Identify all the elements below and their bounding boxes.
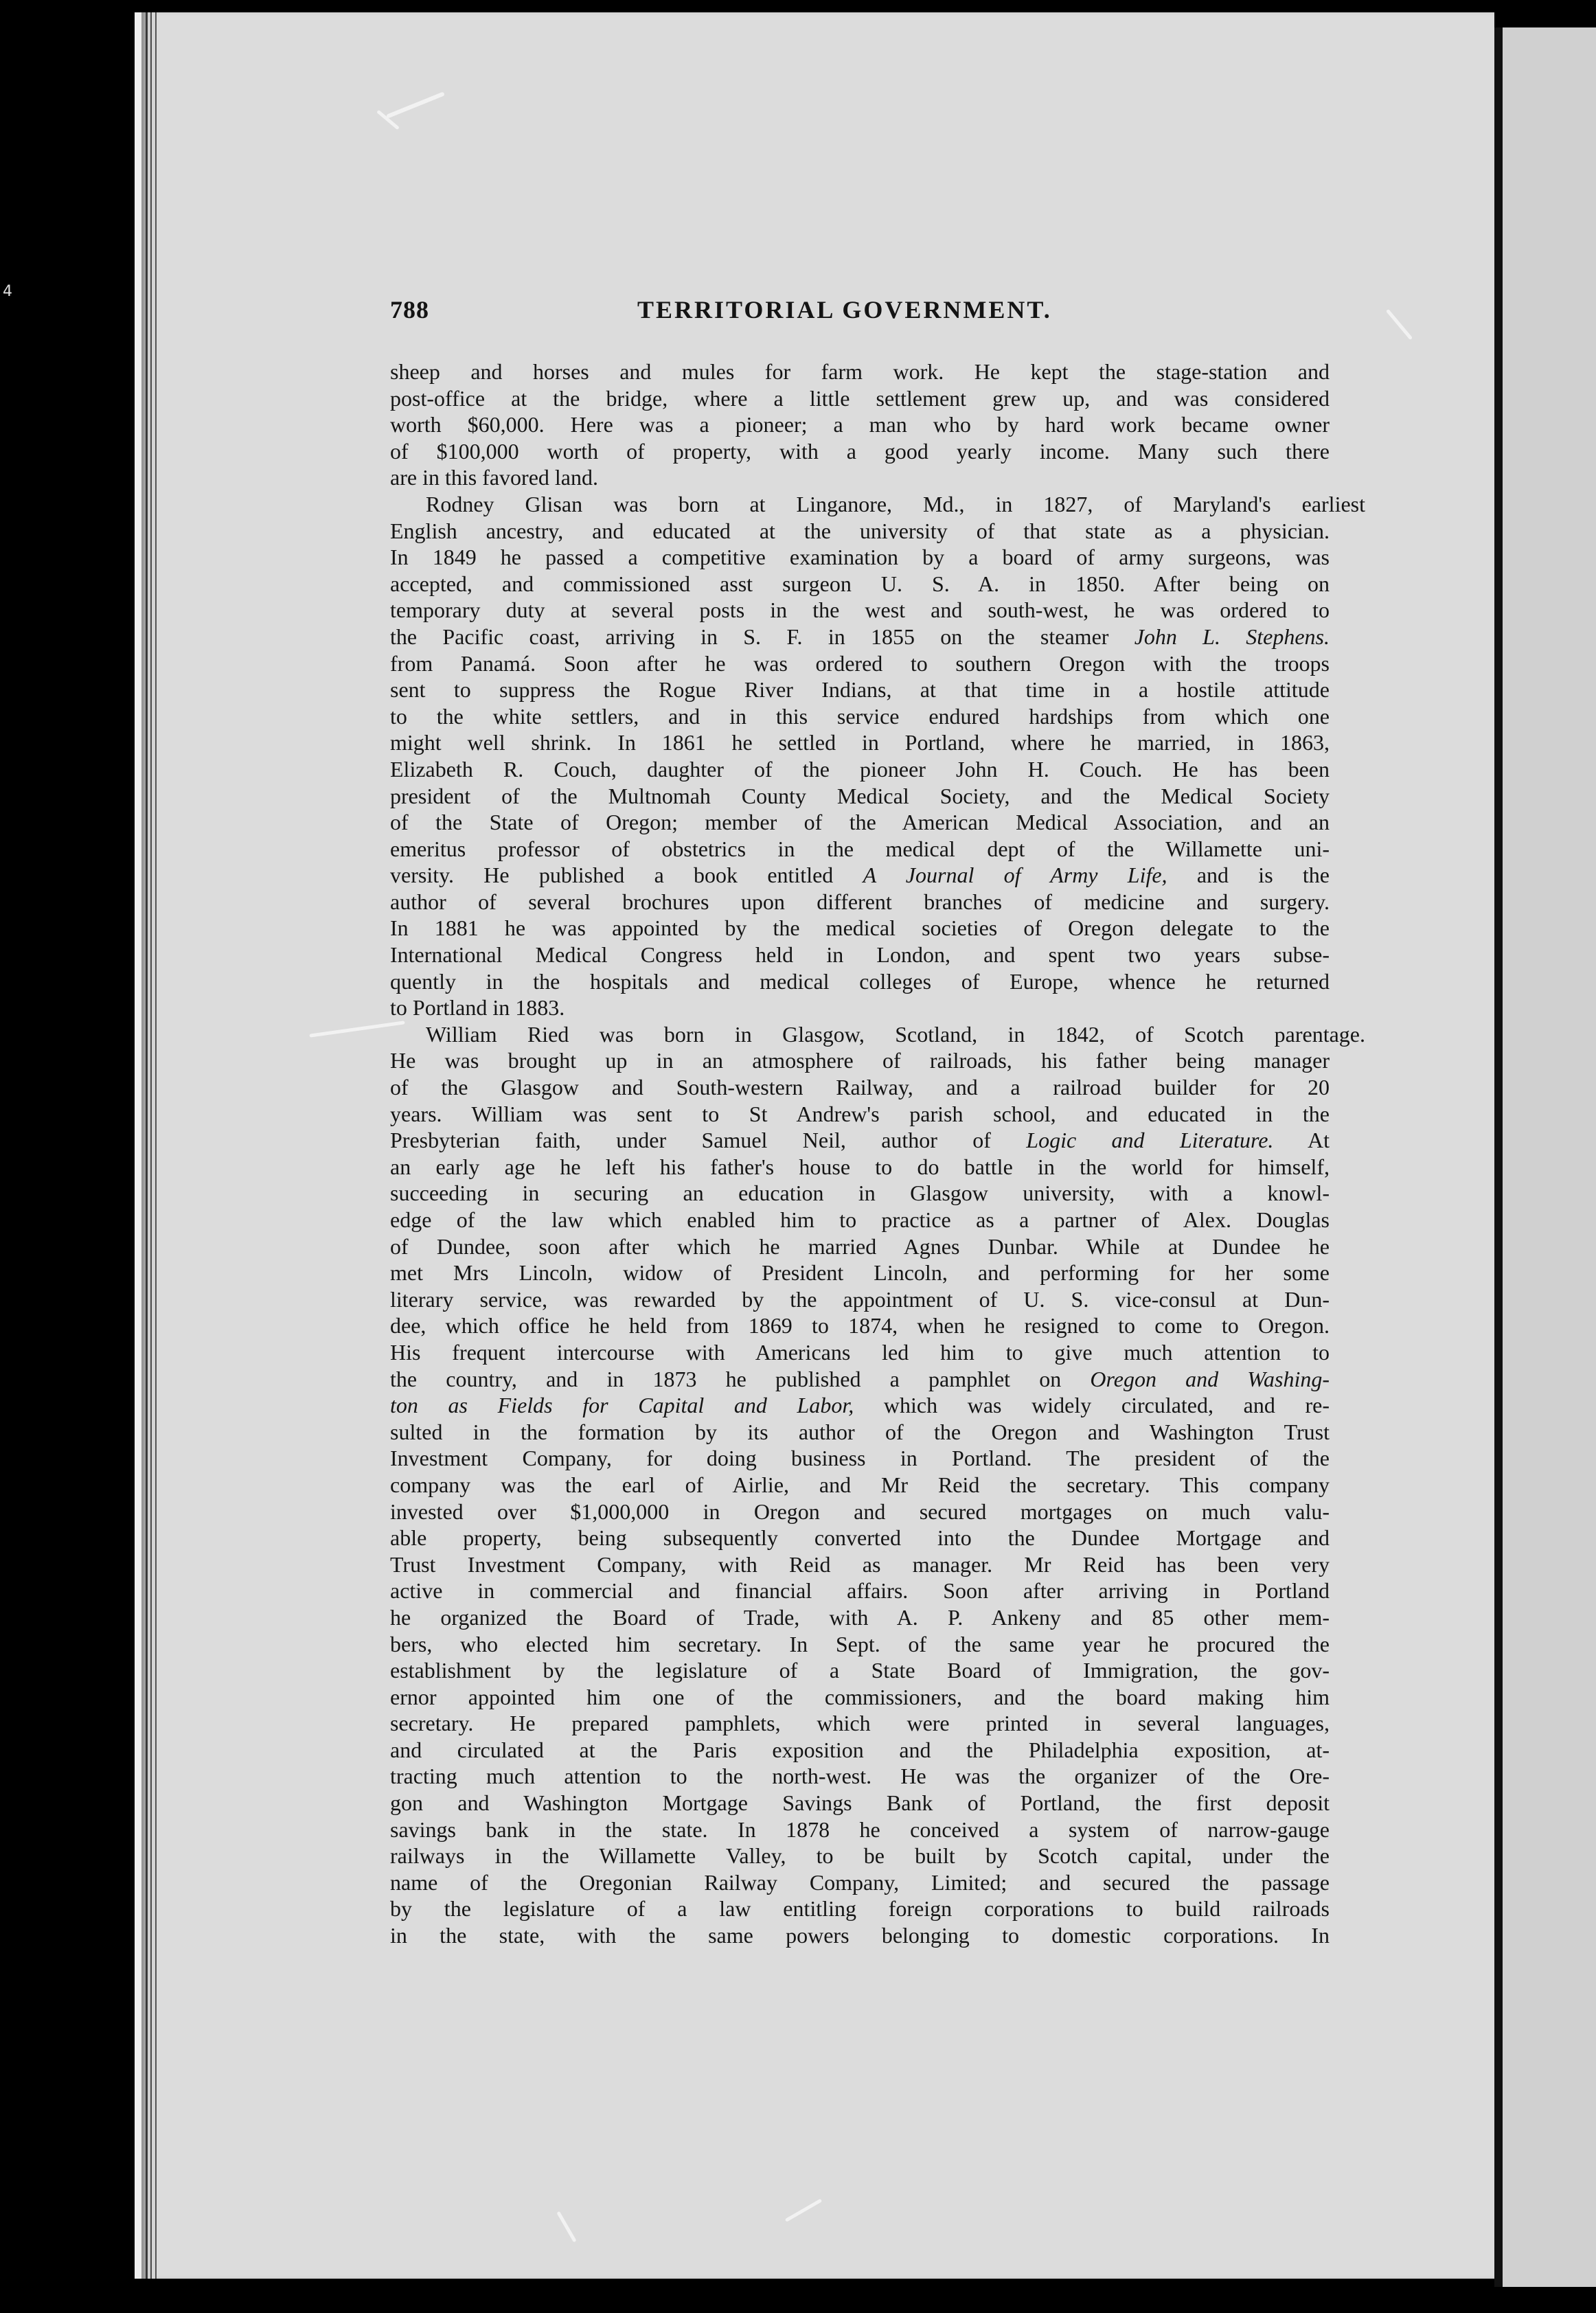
text-line: the Pacific coast, arriving in S. F. in 1855 on the steamer John L. Stephens. <box>390 624 1330 649</box>
text-line: the country, and in 1873 he published a pamphlet on Oregon and Washing- <box>390 1366 1330 1391</box>
text-line: in the state, with the same powers belonging to domestic corporations. In <box>390 1923 1330 1948</box>
text-line: gon and Washington Mortgage Savings Bank of Portland, the first deposit <box>390 1790 1330 1816</box>
text-line: president of the Multnomah County Medical Society, and the Medical Society <box>390 783 1330 808</box>
text-line: an early age he left his father's house to do battle in the world for himself, <box>390 1154 1330 1179</box>
text-line: Trust Investment Company, with Reid as manager. Mr Reid has been very <box>390 1551 1330 1577</box>
text-line: of $100,000 worth of property, with a good yearly income. Many such there <box>390 438 1330 464</box>
text-line: sheep and horses and mules for farm work. He kept the stage-station and <box>390 359 1330 384</box>
text-line: name of the Oregonian Railway Company, Limited; and secured the passage <box>390 1869 1330 1895</box>
text-line: bers, who elected him secretary. In Sept. of the same year he procured the <box>390 1631 1330 1656</box>
page-header <box>390 295 1350 337</box>
text-line: William Ried was born in Glasgow, Scotland, in 1842, of Scotch parentage. <box>426 1021 1365 1047</box>
text-line: edge of the law which enabled him to practice as a partner of Alex. Douglas <box>390 1207 1330 1232</box>
text-line: met Mrs Lincoln, widow of President Lincoln, and performing for her some <box>390 1260 1330 1286</box>
text-line: sulted in the formation by its author of the Oregon and Washington Trust <box>390 1419 1330 1444</box>
text-line: dee, which office he held from 1869 to 1874, when he resigned to come to Oregon. <box>390 1313 1330 1338</box>
text-line: author of several brochures upon different branches of medicine and surgery. <box>390 889 1330 914</box>
text-line: from Panamá. Soon after he was ordered to southern Oregon with the troops <box>390 650 1330 676</box>
text-line: years. William was sent to St Andrew's parish school, and educated in the <box>390 1101 1330 1126</box>
text-line: worth $60,000. Here was a pioneer; a man who by hard work became owner <box>390 412 1330 437</box>
text-line: He was brought up in an atmosphere of railroads, his father being manager <box>390 1048 1330 1073</box>
text-line: railways in the Willamette Valley, to be built by Scotch capital, under the <box>390 1843 1330 1869</box>
text-line: active in commercial and financial affairs. Soon after arriving in Portland <box>390 1578 1330 1604</box>
text-line: English ancestry, and educated at the university of that state as a physician. <box>390 518 1330 543</box>
text-line: versity. He published a book entitled A Journal of Army Life, and is the <box>390 863 1330 888</box>
text-line: tracting much attention to the north-west. He was the organizer of the Ore- <box>390 1764 1330 1789</box>
text-line: Presbyterian faith, under Samuel Neil, author of Logic and Literature. At <box>390 1128 1330 1153</box>
text-line: able property, being subsequently converted into the Dundee Mortgage and <box>390 1525 1330 1551</box>
text-line: of Dundee, soon after which he married Agnes Dunbar. While at Dundee he <box>390 1233 1330 1259</box>
next-page-edge <box>1494 27 1596 2287</box>
text-line: post-office at the bridge, where a little settlement grew up, and was considered <box>390 385 1330 411</box>
text-line: Elizabeth R. Couch, daughter of the pioneer John H. Couch. He has been <box>390 756 1330 782</box>
page-gutter <box>146 12 166 2279</box>
text-line: invested over $1,000,000 in Oregon and secured mortgages on much valu- <box>390 1499 1330 1524</box>
text-line: sent to suppress the Rogue River Indians, at that time in a hostile attitude <box>390 677 1330 703</box>
body-text <box>390 358 1365 1949</box>
text-line: are in this favored land. <box>390 465 598 490</box>
text-line: by the legislature of a law entitling foreign corporations to build railroads <box>390 1896 1330 1922</box>
text-line: Rodney Glisan was born at Linganore, Md., in 1827, of Maryland's earliest <box>426 491 1365 516</box>
text-line: secretary. He prepared pamphlets, which were printed in several languages, <box>390 1711 1330 1736</box>
text-line: quently in the hospitals and medical colleges of Europe, whence he returned <box>390 968 1330 994</box>
text-line: emeritus professor of obstetrics in the medical dept of the Willamette uni- <box>390 836 1330 861</box>
text-line: establishment by the legislature of a State Board of Immigration, the gov- <box>390 1658 1330 1683</box>
text-line: In 1849 he passed a competitive examination by a board of army surgeons, was <box>390 545 1330 570</box>
text-line: International Medical Congress held in London, and spent two years subse- <box>390 942 1330 968</box>
text-line: accepted, and commissioned asst surgeon U. S. A. in 1850. After being on <box>390 571 1330 596</box>
text-line: of the Glasgow and South-western Railway, and a railroad builder for 20 <box>390 1075 1330 1100</box>
text-line: ton as Fields for Capital and Labor, which was widely circulated, and re- <box>390 1393 1330 1418</box>
text-line: temporary duty at several posts in the west and south-west, he was ordered to <box>390 597 1330 623</box>
text-line: literary service, was rewarded by the appointment of U. S. vice-consul at Dun- <box>390 1286 1330 1312</box>
text-line: His frequent intercourse with Americans led him to give much attention to <box>390 1339 1330 1365</box>
page-number: 788 <box>390 296 429 323</box>
text-line: succeeding in securing an education in Glasgow university, with a knowl- <box>390 1181 1330 1206</box>
text-line: to the white settlers, and in this service endured hardships from which one <box>390 703 1330 729</box>
text-line: to Portland in 1883. <box>390 995 565 1021</box>
text-line: and circulated at the Paris exposition and the Philadelphia exposition, at- <box>390 1737 1330 1762</box>
running-head: TERRITORIAL GOVERNMENT. <box>637 296 1052 323</box>
text-line: company was the earl of Airlie, and Mr Reid the secretary. This company <box>390 1472 1330 1497</box>
text-line: Investment Company, for doing business in Portland. The president of the <box>390 1446 1330 1471</box>
text-line: ernor appointed him one of the commissioners, and the board making him <box>390 1684 1330 1709</box>
text-line: In 1881 he was appointed by the medical societies of Oregon delegate to the <box>390 915 1330 941</box>
edge-glyph: 4 <box>3 283 12 300</box>
text-line: of the State of Oregon; member of the American Medical Association, and an <box>390 810 1330 835</box>
text-line: savings bank in the state. In 1878 he conceived a system of narrow-gauge <box>390 1816 1330 1842</box>
text-line: might well shrink. In 1861 he settled in Portland, where he married, in 1863, <box>390 730 1330 755</box>
text-line: he organized the Board of Trade, with A. P. Ankeny and 85 other mem- <box>390 1604 1330 1630</box>
